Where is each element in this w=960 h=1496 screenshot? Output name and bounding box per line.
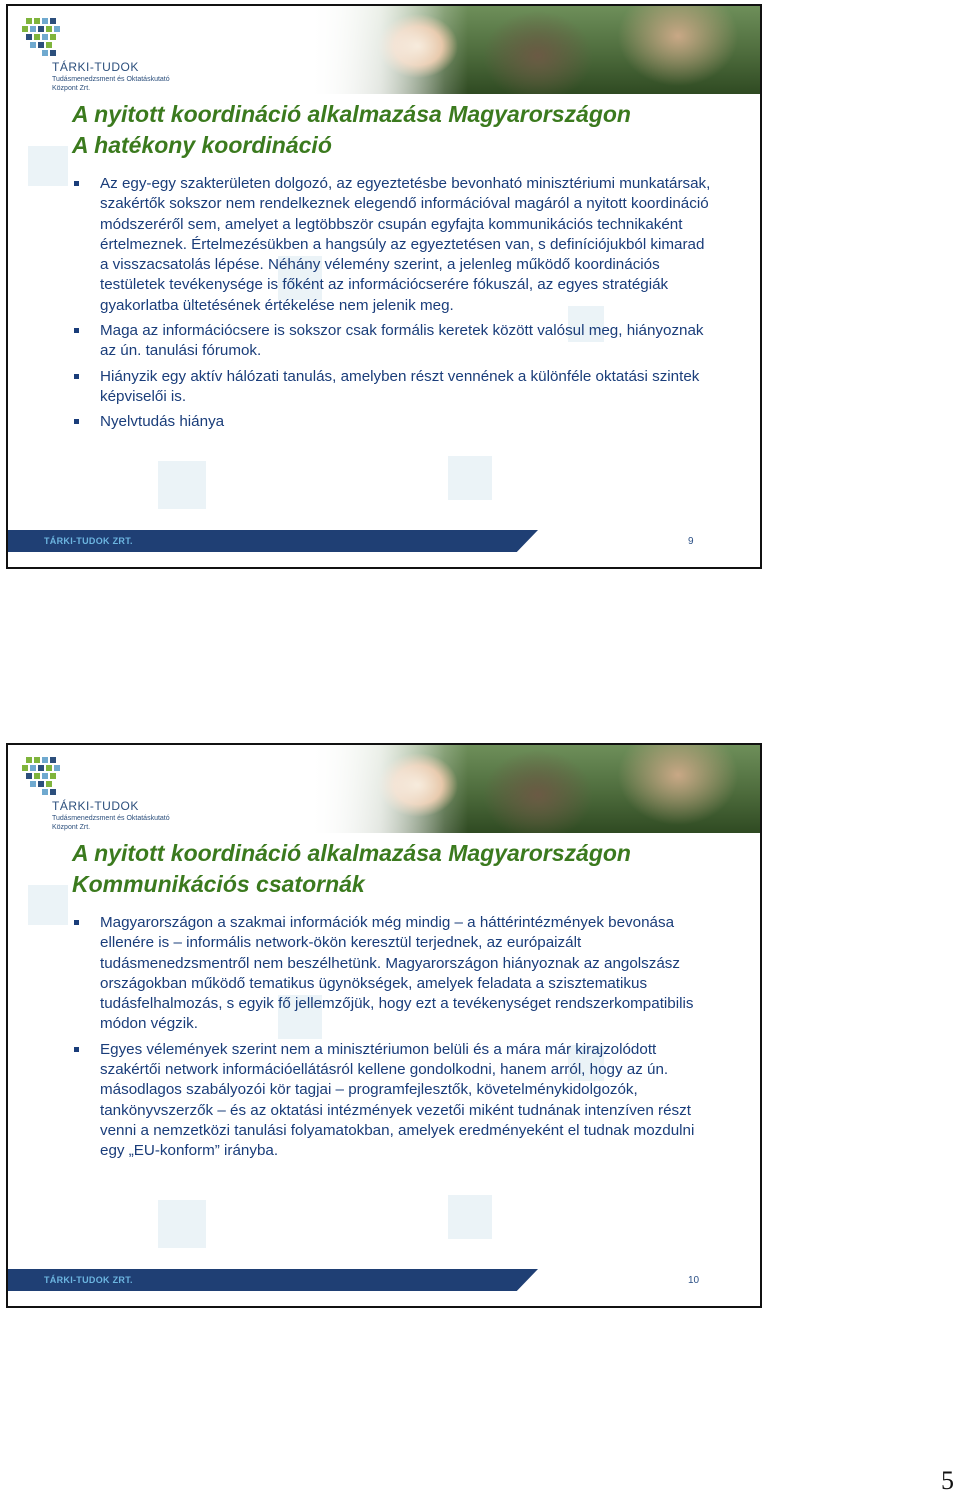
slide-title-line-2: Kommunikációs csatornák bbox=[72, 871, 365, 897]
bullet-item: Az egy-egy szakterületen dolgozó, az egyeztetésbe bevonható minisztériumi munkatársak, szakértők sokszor nem rendelkeznek elegendő információval magáról a nyitott koordináció módszeréről sem, amelyet a legtöbbször csupán egyfajta kommunikációs technikaként értelmeznek. Értelmezésükben a hangsúly az egyeztetésen van, s definíciójukból kimarad a visszacsatolás lépése. Néhány vélemény szerint, a jelenleg működő koordinációs testületek tevékenysége is főként az információcserére fókuszál, az egyes stratégiák gyakorlatba ültetésének értékelése nem jelenik meg. bbox=[72, 174, 712, 316]
logo-grid-icon bbox=[20, 14, 68, 58]
company-logo bbox=[20, 753, 180, 833]
logo-subtitle: Tudásmenedzsment és Oktatáskutató Központ Zrt. bbox=[52, 815, 170, 831]
slide-page-number: 9 bbox=[688, 536, 694, 547]
bullet-item: Nyelvtudás hiánya bbox=[72, 412, 712, 432]
bullet-item: Hiányzik egy aktív hálózati tanulás, amelyben részt vennének a különféle oktatási szintek képviselői is. bbox=[72, 367, 712, 408]
bullet-list bbox=[72, 913, 712, 1167]
slide-title-line-1: A nyitott koordináció alkalmazása Magyarországon bbox=[72, 840, 631, 866]
bullet-item: Maga az információcsere is sokszor csak formális keretek között valósul meg, hiányoznak az ún. tanulási fórumok. bbox=[72, 321, 712, 362]
slide-title-line-2: A hatékony koordináció bbox=[72, 132, 332, 158]
decorative-square bbox=[28, 146, 68, 186]
decorative-square bbox=[28, 885, 68, 925]
footer-label: TÁRKI-TUDOK ZRT. bbox=[44, 536, 133, 546]
slide-9 bbox=[6, 4, 762, 569]
slide-title bbox=[72, 99, 742, 161]
slide-10 bbox=[6, 743, 762, 1308]
bullet-list bbox=[72, 174, 712, 438]
logo-title: TÁRKI-TUDOK bbox=[52, 799, 139, 813]
decorative-square bbox=[448, 1195, 492, 1239]
slide-title bbox=[72, 838, 742, 900]
bullet-item: Egyes vélemények szerint nem a minisztériumon belüli és a mára már kirajzolódott szakértői network információellátásról kellene gondolkodni, hanem arról, hogy az ún. másodlagos szabályozói kör tagjai – programfejlesztők, követelménykidolgozók, tankönyvszerzők – és az oktatási intézmények vezetői miként tudnának intenzíven részt venni a nemzetközi tanulási folyamatokban, amelyek eredményeként el tudnak mozdulni egy „EU-konform” irányba. bbox=[72, 1040, 712, 1162]
decorative-square bbox=[158, 461, 206, 509]
logo-title: TÁRKI-TUDOK bbox=[52, 60, 139, 74]
decorative-square bbox=[158, 1200, 206, 1248]
company-logo bbox=[20, 14, 180, 94]
footer-label: TÁRKI-TUDOK ZRT. bbox=[44, 1275, 133, 1285]
footer-bar bbox=[8, 530, 762, 552]
footer-bar bbox=[8, 1269, 762, 1291]
decorative-square bbox=[448, 456, 492, 500]
slide-title-line-1: A nyitott koordináció alkalmazása Magyarországon bbox=[72, 101, 631, 127]
logo-subtitle: Tudásmenedzsment és Oktatáskutató Központ Zrt. bbox=[52, 76, 170, 92]
bullet-item: Magyarországon a szakmai információk még mindig – a háttérintézmények bevonása ellenére is – informális network-ökön keresztül terjednek, az európaizált tudásmenedzsmentről nem beszélhetünk. Magyarországon hiányoznak az angolszász országokban működő tematikus ügynökségek, amelyek feladata a szisztematikus tudásfelhalmozás, s egyik fő jellemzőjük, hogy ezt a tevékenységet rendszerkompatibilis módon végzik. bbox=[72, 913, 712, 1035]
document-page-number: 5 bbox=[941, 1466, 954, 1495]
logo-grid-icon bbox=[20, 753, 68, 797]
slide-page-number: 10 bbox=[688, 1275, 700, 1286]
